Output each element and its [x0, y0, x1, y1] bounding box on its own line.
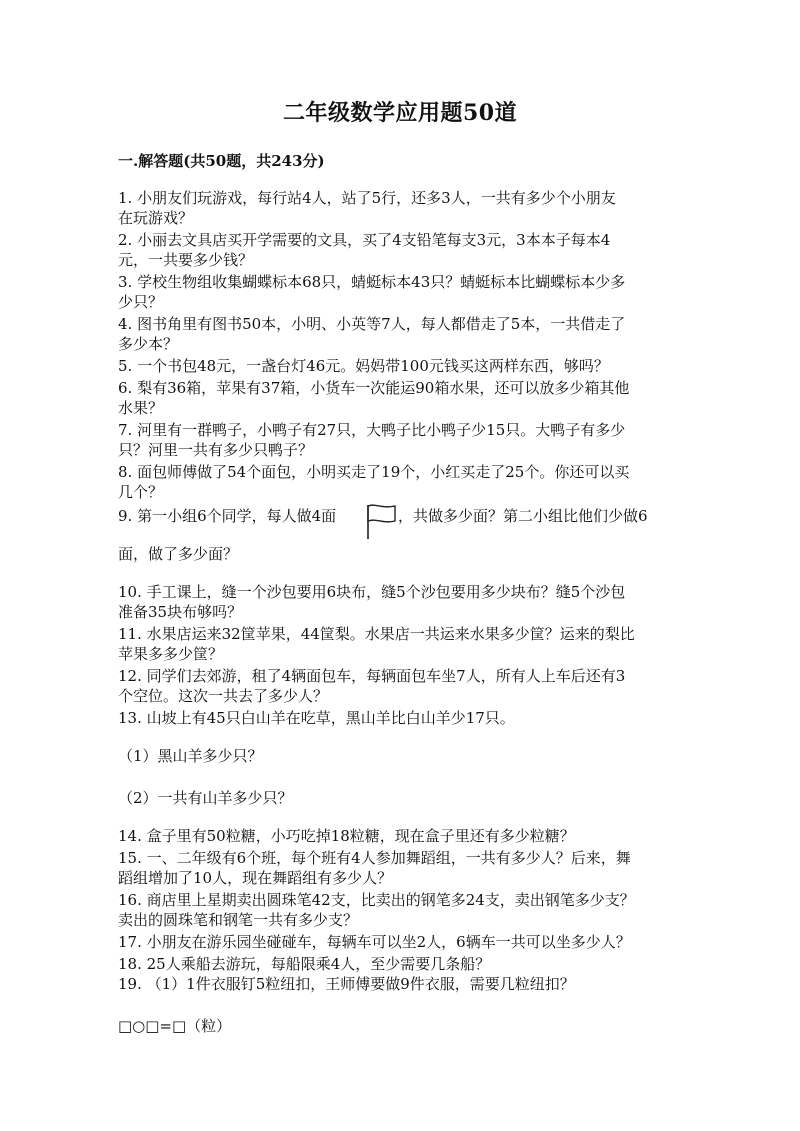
question-8-line-2: 几个？ — [118, 483, 164, 501]
question-3-line-1: 3. 学校生物组收集蝴蝶标本68只，蜻蜓标本43只？蜻蜓标本比蝴蝶标本少多 — [118, 273, 626, 291]
question-1-line-2: 在玩游戏？ — [118, 209, 194, 227]
question-7-line-2: 只？河里一共有多少只鸭子？ — [118, 441, 314, 459]
question-6-line-1: 6. 梨有36箱，苹果有37箱，小货车一次能运90箱水果，还可以放多少箱其他 — [118, 379, 630, 397]
question-3-line-2: 少只？ — [118, 293, 164, 311]
question-2-line-1: 2. 小丽去文具店买开学需要的文具，买了4支铅笔每支3元，3本本子每本4 — [118, 231, 611, 249]
page-title: 二年级数学应用题50道 — [282, 100, 518, 126]
question-4-line-1: 4. 图书角里有图书50本，小明、小英等7人，每人都借走了5本，一共借走了 — [118, 315, 626, 333]
question-4-line-2: 多少本？ — [118, 335, 179, 353]
question-10-line-1: 10. 手工课上，缝一个沙包要用6块布，缝5个沙包要用多少块布？缝5个沙包 — [118, 583, 626, 601]
question-16-line-2: 卖出的圆珠笔和钢笔一共有多少支？ — [118, 911, 359, 929]
question-9-line-1a: 9. 第一小组6个同学，每人做4面 — [118, 507, 337, 525]
question-1-line-1: 1. 小朋友们玩游戏，每行站4人，站了5行，还多3人，一共有多少个小朋友 — [118, 189, 616, 207]
question-12-line-1: 12. 同学们去郊游，租了4辆面包车，每辆面包车坐7人，所有人上车后还有3 — [118, 667, 626, 685]
question-17-line-1: 17. 小朋友在游乐园坐碰碰车，每辆车可以坐2人，6辆车一共可以坐多少人？ — [118, 933, 631, 951]
question-9-line-2: 面，做了多少面？ — [118, 545, 239, 563]
question-8-line-1: 8. 面包师傅做了54个面包，小明买走了19个，小红买走了25个。你还可以买 — [118, 463, 630, 481]
answer-template: □○□=□（粒） — [118, 1017, 232, 1035]
question-15-line-2: 蹈组增加了10人，现在舞蹈组有多少人？ — [118, 869, 393, 887]
question-2-line-2: 元，一共要多少钱？ — [118, 251, 254, 269]
question-15-line-1: 15. 一、二年级有6个班，每个班有4人参加舞蹈组，一共有多少人？后来，舞 — [118, 849, 631, 867]
section-heading: 一.解答题(共50题，共243分) — [118, 152, 325, 170]
question-13-sub-1: （1）黑山羊多少只？ — [118, 747, 263, 765]
question-11-line-1: 11. 水果店运来32筐苹果，44筐梨。水果店一共运来水果多少筐？运来的梨比 — [118, 625, 635, 643]
question-9-line-1b: ，共做多少面？第二小组比他们少做6 — [398, 507, 648, 525]
question-16-line-1: 16. 商店里上星期卖出圆珠笔42支，比卖出的钢笔多24支，卖出钢笔多少支？ — [118, 891, 635, 909]
question-5-line-1: 5. 一个书包48元，一盏台灯46元。妈妈带100元钱买这两样东西，够吗？ — [118, 357, 609, 375]
question-18-line-1: 18. 25人乘船去游玩，每船限乘4人，至少需要几条船？ — [118, 955, 491, 973]
question-13-sub-2: （2）一共有山羊多少只？ — [118, 789, 293, 807]
question-10-line-2: 准备35块布够吗？ — [118, 603, 243, 621]
question-7-line-1: 7. 河里有一群鸭子，小鸭子有27只，大鸭子比小鸭子少15只。大鸭子有多少 — [118, 421, 626, 439]
flag-icon — [364, 502, 398, 540]
question-13-line-1: 13. 山坡上有45只白山羊在吃草，黑山羊比白山羊少17只。 — [118, 709, 515, 727]
question-11-line-2: 苹果多多少筐？ — [118, 645, 224, 663]
question-12-line-2: 个空位。这次一共去了多少人？ — [118, 687, 329, 705]
question-6-line-2: 水果？ — [118, 399, 164, 417]
question-14-line-1: 14. 盒子里有50粒糖，小巧吃掉18粒糖，现在盒子里还有多少粒糖？ — [118, 827, 575, 845]
question-19-line-1: 19. （1）1件衣服钉5粒纽扣，王师傅要做9件衣服，需要几粒纽扣？ — [118, 975, 575, 993]
